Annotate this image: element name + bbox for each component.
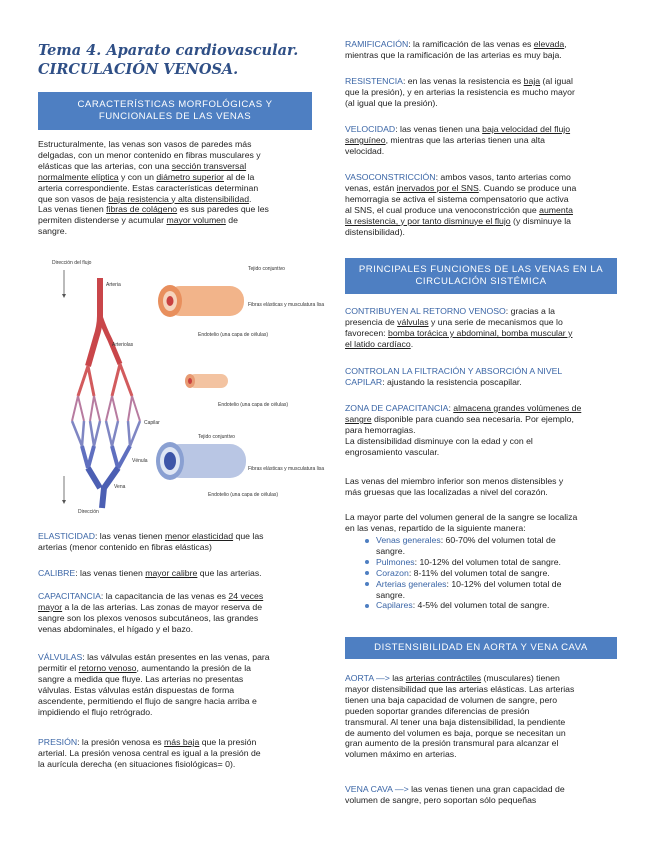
text-line: más gruesas que las localizadas a nivel del corazón. xyxy=(345,486,548,497)
function-term: CONTROLAN LA FILTRACIÓN Y ABSORCIÓN A NIVEL xyxy=(345,366,563,376)
underlined-term: la resistencia, y por tanto disminuye el flujo xyxy=(345,215,511,226)
underlined-term: mayor calibre xyxy=(145,568,198,578)
figure-label: Fibras elásticas y musculatura lisa xyxy=(248,302,325,308)
vein-cross-section xyxy=(156,442,246,480)
function-term: ZONA DE CAPACITANCIA xyxy=(345,403,449,413)
text-span: permitir el xyxy=(38,662,79,673)
text-span: sangre. xyxy=(376,589,405,600)
text-span: venas, están xyxy=(345,182,397,193)
text-line: la aurícula derecha (en situaciones fisiológicas= 0). xyxy=(38,758,236,769)
property-vasoconstriccion xyxy=(345,172,617,237)
text-line: válvulas. Estas válvulas están dispuestas de forma xyxy=(38,684,235,695)
text-span: permiten distenderse y acumular xyxy=(38,215,167,226)
text-span: sangre. xyxy=(376,545,405,556)
text-span: : ambos vasos, tanto arterias como xyxy=(435,172,571,182)
text-span: presencia de xyxy=(345,316,398,327)
text-line xyxy=(345,205,617,216)
underlined-term: fibras de colágeno xyxy=(106,204,178,215)
property-velocidad xyxy=(345,124,617,157)
figure-label: Fibras elásticas y musculatura lisa xyxy=(248,466,325,472)
text-span: : las venas tienen xyxy=(75,568,146,578)
text-line xyxy=(345,784,617,795)
underlined-term: sección transversal xyxy=(171,160,247,171)
text-span: : 60-70% del volumen total de xyxy=(440,535,556,545)
list-term: Corazon xyxy=(376,567,409,578)
text-line xyxy=(38,172,312,183)
underlined-term: más baja xyxy=(164,737,200,747)
text-line: transmural. Al tener una baja distensibilidad, la pendiente xyxy=(345,716,566,727)
underlined-term: almacena grandes volúmenes de xyxy=(453,403,582,413)
capillary-cross-section xyxy=(185,374,228,388)
text-line xyxy=(345,135,617,146)
text-span: que las xyxy=(233,531,264,541)
text-line xyxy=(38,602,312,613)
text-span: que las arterias. xyxy=(197,568,262,578)
text-line xyxy=(38,215,312,226)
text-line: velocidad. xyxy=(345,145,385,156)
text-line xyxy=(345,216,617,227)
text-line: gran aumento de la presión transmural para alcanzar el xyxy=(345,738,559,749)
property-term: VELOCIDAD xyxy=(345,124,396,134)
function-term: CONTRIBUYEN AL RETORNO VENOSO xyxy=(345,306,506,316)
vessel-tree xyxy=(64,270,140,508)
figure-label: Vena xyxy=(114,484,126,490)
text-span: a la de las arterias. Las zonas de mayor reserva de xyxy=(62,601,263,612)
property-ramificacion xyxy=(345,39,617,61)
underlined-term: inervados por el SNS xyxy=(396,182,479,193)
underlined-term: menor elasticidad xyxy=(165,531,234,541)
text-line: que la presión), y en arterias la resistencia es mucho mayor xyxy=(345,86,575,97)
banner-line: FUNCIONALES DE LAS VENAS xyxy=(98,111,252,122)
figure-label: Endotelio (una capa de células) xyxy=(218,402,289,408)
text-line: mayor distensibilidad que las arterias elásticas. Las arterias xyxy=(345,683,575,694)
lower-limb-paragraph xyxy=(345,476,617,498)
text-span: . Cuando se produce una xyxy=(478,182,577,193)
list-item xyxy=(361,579,617,601)
text-span: Las venas tienen xyxy=(38,204,107,215)
text-line xyxy=(38,663,312,674)
text-span: y una serie de mecanismos que lo xyxy=(428,316,563,327)
banner-line: CIRCULACIÓN SISTÉMICA xyxy=(415,276,547,287)
underlined-term: baja velocidad del flujo xyxy=(482,124,571,134)
volume-paragraph xyxy=(345,512,617,534)
intro-paragraph xyxy=(38,139,312,237)
list-item xyxy=(361,568,617,579)
underlined-term: válvulas xyxy=(397,316,429,327)
figure-label: Endotelio (una capa de células) xyxy=(208,492,279,498)
text-span: : 4-5% del volumen total de sangre. xyxy=(412,600,550,611)
function-term: CAPILAR xyxy=(345,376,383,387)
text-line: (al igual que la presión). xyxy=(345,97,438,108)
text-line: distensibilidad). xyxy=(345,226,405,237)
text-span: que son vasos de xyxy=(38,193,109,204)
title-line: Tema 4. Aparato cardiovascular. xyxy=(38,42,299,59)
text-line xyxy=(38,204,312,215)
text-line: arterias (menor contenido en fibras elásticas) xyxy=(38,541,212,552)
property-term: RAMIFICACIÓN xyxy=(345,39,409,49)
function-capacitancia xyxy=(345,403,617,458)
banner-line: DISTENSIBILIDAD EN AORTA Y VENA CAVA xyxy=(374,642,588,653)
text-line xyxy=(38,591,312,602)
text-line xyxy=(38,531,312,542)
figure-label: Arteria xyxy=(106,282,121,288)
text-span: favorecen: xyxy=(345,327,388,338)
text-line xyxy=(345,377,617,388)
text-line xyxy=(38,737,312,748)
text-line xyxy=(345,124,617,135)
text-line xyxy=(345,172,617,183)
text-span: (y disminuye la xyxy=(510,215,571,226)
function-retorno-venoso xyxy=(345,306,617,350)
text-line: sangre a medida que fluye. Las arterias no presentas xyxy=(38,673,244,684)
text-span: : las venas tienen una xyxy=(395,124,483,134)
section-banner-distensibility xyxy=(345,637,617,659)
text-line: en las venas, repartido de la siguiente manera: xyxy=(345,522,526,533)
list-term: Capilares xyxy=(376,600,413,611)
text-line xyxy=(345,414,617,425)
text-span: que la presión xyxy=(199,737,257,747)
text-line: Las venas del miembro inferior son menos distensibles y xyxy=(345,476,564,486)
list-term: Arterias generales xyxy=(376,578,447,589)
figure-label: Arteriolas xyxy=(112,342,134,348)
underlined-term: baja xyxy=(523,76,541,86)
list-item xyxy=(361,600,617,611)
banner-line: CARACTERÍSTICAS MORFOLÓGICAS Y xyxy=(77,99,273,110)
aorta-term: AORTA —> xyxy=(345,673,390,683)
text-span: al SNS, el cual produce una venoconstricción que xyxy=(345,204,540,215)
text-span: y con un xyxy=(118,171,157,182)
text-span: las venas tienen una gran capacidad de xyxy=(408,784,565,794)
section-banner-characteristics xyxy=(38,92,312,130)
text-line: impidiendo el flujo retrógrado. xyxy=(38,706,153,717)
underlined-term: aumenta xyxy=(539,204,573,215)
property-term: ELASTICIDAD xyxy=(38,531,95,541)
list-item xyxy=(361,557,617,568)
underlined-term: elevada xyxy=(533,39,565,49)
text-line xyxy=(345,673,617,684)
underlined-term: baja resistencia y alta distensibilidad xyxy=(108,193,250,204)
property-term: CALIBRE xyxy=(38,568,76,578)
text-span: , mientras que las arterias tienen una alta xyxy=(385,134,545,145)
property-presion xyxy=(38,737,312,770)
subtitle-line: CIRCULACIÓN VENOSA. xyxy=(38,61,239,78)
text-line: Estructuralmente, las venas son vasos de paredes más xyxy=(38,139,252,149)
text-span: (al igual xyxy=(540,76,573,86)
underlined-term: 24 veces xyxy=(228,591,264,601)
artery-cross-section xyxy=(158,285,244,317)
underlined-term: arterias contráctiles xyxy=(405,673,482,683)
text-span: , aumentando la presión de la xyxy=(136,662,251,673)
list-item xyxy=(361,535,617,557)
text-line: para hemorragias. xyxy=(345,424,416,435)
text-span: (musculares) tienen xyxy=(481,673,560,683)
text-line xyxy=(345,183,617,194)
text-line: sangre. xyxy=(38,226,67,237)
text-line: La distensibilidad disminuye con la edad y con el xyxy=(345,435,533,446)
vessel-illustration xyxy=(48,256,325,518)
property-term: PRESIÓN xyxy=(38,737,78,747)
underlined-term: mayor xyxy=(38,601,63,612)
vena-cava-term: VENA CAVA —> xyxy=(345,784,409,794)
text-line: mientras que la ramificación de las arterias es muy baja. xyxy=(345,49,562,60)
text-span: : 8-11% del volumen total de sangre. xyxy=(408,567,550,578)
vena-cava-paragraph xyxy=(345,784,617,806)
aorta-paragraph xyxy=(345,673,617,760)
page-title xyxy=(38,41,318,79)
text-span: de xyxy=(225,215,238,226)
text-line: venas abdominales, el hígado y el bazo. xyxy=(38,623,194,634)
figure-label: Vénula xyxy=(132,458,148,464)
text-line: de aumento del volumen es baja, porque se necesitan un xyxy=(345,727,566,738)
text-line xyxy=(38,194,312,205)
text-line: hemorragia se activa el sistema compensatorio que activa xyxy=(345,193,569,204)
text-line: pueden soportar grandes diferencias de presión xyxy=(345,705,530,716)
figure-label: Dirección xyxy=(78,509,99,515)
text-span: . xyxy=(249,193,252,204)
text-line: volumen máximo en arterias. xyxy=(345,749,457,760)
text-line xyxy=(345,76,617,87)
text-span: : la ramificación de las venas es xyxy=(408,39,534,49)
text-span: . xyxy=(410,338,414,349)
figure-label: Tejido conjuntivo xyxy=(248,266,285,272)
property-calibre xyxy=(38,568,312,579)
text-span: , xyxy=(564,39,567,49)
text-line: arteria correspondiente. Estas características determinan xyxy=(38,182,259,193)
volume-distribution-list xyxy=(361,535,617,611)
property-elasticidad xyxy=(38,531,312,553)
underlined-term: mayor volumen xyxy=(166,215,226,226)
text-line: volumen de sangre, pero soportan sólo pequeñas xyxy=(345,794,537,805)
text-span: : xyxy=(448,403,454,413)
list-term: Pulmones xyxy=(376,556,415,567)
text-span: : 10-12% del volumen total de xyxy=(446,578,562,589)
text-line xyxy=(38,652,312,663)
text-span: : las válvulas están presentes en las venas, para xyxy=(82,652,270,662)
figure-label: Capilar xyxy=(144,420,160,426)
text-span: : la presión venosa es xyxy=(77,737,165,747)
figure-label: Tejido conjuntivo xyxy=(198,434,235,440)
text-line xyxy=(38,161,312,172)
text-line: sangre son los plexos venosos subcutáneos, las grandes xyxy=(38,612,259,623)
underlined-term: bomba torácica y abdominal, bomba muscular y xyxy=(387,327,573,338)
text-line: ascendente, permitiendo el flujo de sangre hacia arriba e xyxy=(38,695,257,706)
function-filtracion xyxy=(345,366,617,388)
text-span: las xyxy=(389,673,406,683)
text-line: La mayor parte del volumen general de la sangre se localiza xyxy=(345,512,578,522)
text-line: arterial. La presión venosa central es igual a la presión de xyxy=(38,747,261,758)
text-line xyxy=(345,339,617,350)
text-span: es sus paredes que les xyxy=(177,204,269,215)
list-term: Venas generales xyxy=(376,535,441,545)
text-line: delgadas, con un menor contenido en fibras musculares y xyxy=(38,149,261,160)
text-span: : gracias a la xyxy=(505,306,556,316)
text-line xyxy=(38,568,312,579)
text-span: al de la xyxy=(223,171,255,182)
figure-label: Dirección del flujo xyxy=(52,260,92,266)
underlined-term: normalmente elíptica xyxy=(38,171,119,182)
text-line: tienen una baja capacidad de volumen de sangre, pero xyxy=(345,694,558,705)
underlined-term: el latido cardíaco xyxy=(345,338,411,349)
underlined-term: diámetro superior xyxy=(156,171,224,182)
text-line xyxy=(345,403,617,414)
figure-label: Endotelio (una capa de células) xyxy=(198,332,269,338)
property-term: CAPACITANCIA xyxy=(38,591,101,601)
text-line xyxy=(345,306,617,317)
text-span: : 10-12% del volumen total de sangre. xyxy=(414,556,561,567)
property-resistencia xyxy=(345,76,617,109)
property-term: VASOCONSTRICCIÓN xyxy=(345,172,436,182)
text-line xyxy=(345,328,617,339)
text-span: : ajustando la resistencia poscapilar. xyxy=(382,376,522,387)
underlined-term: sanguíneo xyxy=(345,134,386,145)
property-term: VÁLVULAS xyxy=(38,652,83,662)
text-line: engrosamiento vascular. xyxy=(345,446,440,457)
property-valvulas xyxy=(38,652,312,717)
text-line xyxy=(345,39,617,50)
section-banner-functions xyxy=(345,258,617,294)
text-span: elásticas que las arterias, con una xyxy=(38,160,172,171)
banner-line: PRINCIPALES FUNCIONES DE LAS VENAS EN LA xyxy=(358,264,604,275)
text-line xyxy=(345,317,617,328)
text-span: : la capacitancia de las venas es xyxy=(100,591,229,601)
underlined-term: retorno venoso xyxy=(78,662,137,673)
text-span: : las venas tienen xyxy=(94,531,165,541)
text-span: disponible para cuando sea necesaria. Por ejemplo, xyxy=(371,413,574,424)
property-term: RESISTENCIA xyxy=(345,76,403,86)
underlined-term: sangre xyxy=(345,413,372,424)
property-capacitancia xyxy=(38,591,312,635)
text-span: : en las venas la resistencia es xyxy=(402,76,524,86)
